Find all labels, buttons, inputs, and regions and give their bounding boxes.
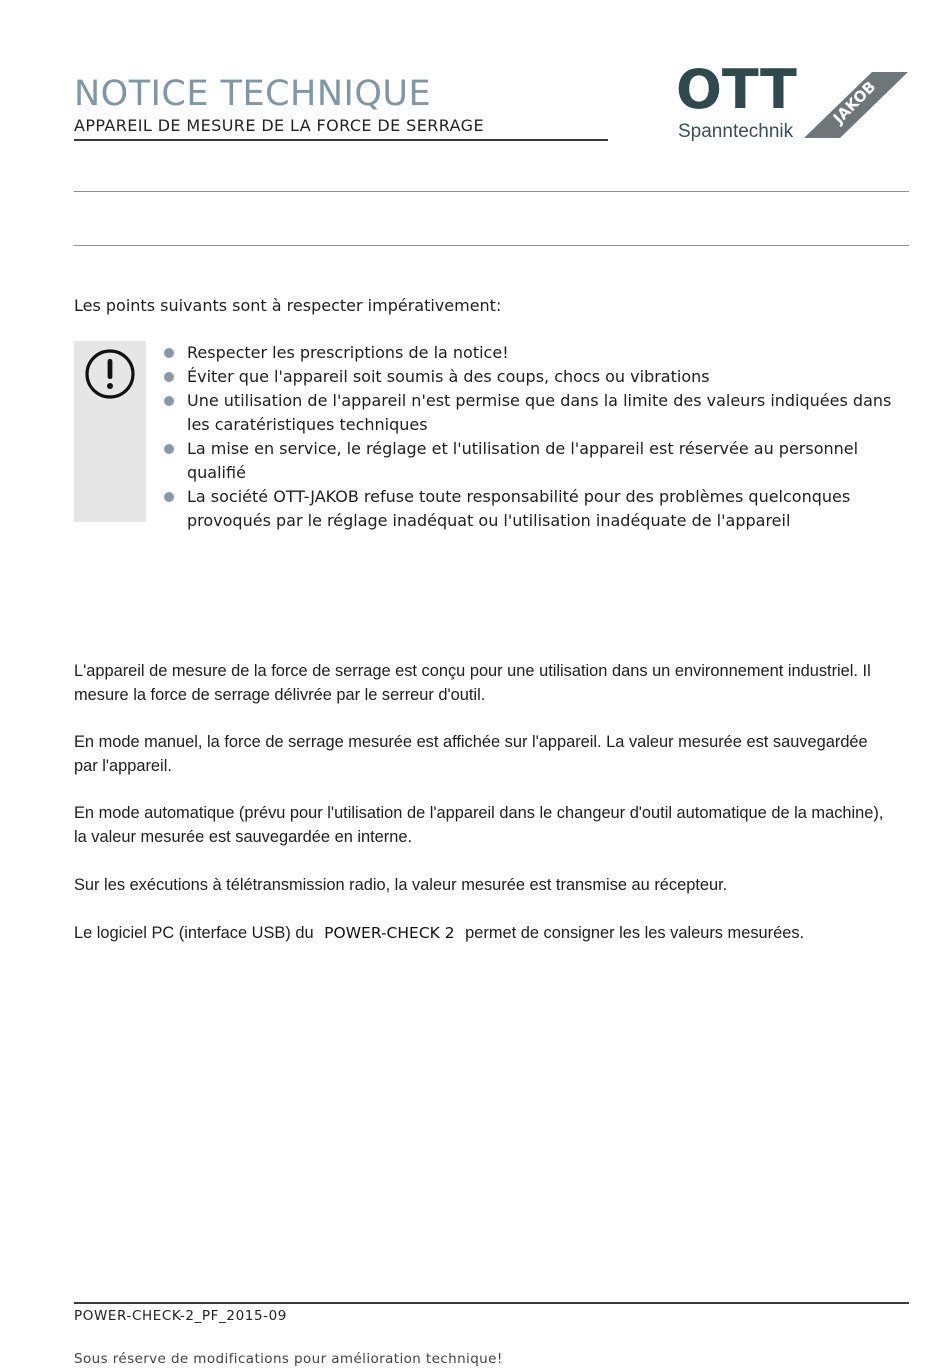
safety-list [160, 341, 900, 533]
page-subtitle: APPAREIL DE MESURE DE LA FORCE DE SERRAGE [74, 116, 484, 135]
description-paragraph: En mode manuel, la force de serrage mesurée est affichée sur l'appareil. La valeur mesurée est sauvegardée par l'appareil. [74, 733, 868, 775]
page-title: NOTICE TECHNIQUE [74, 74, 432, 114]
bullet-icon [164, 372, 174, 382]
safety-intro: Les points suivants sont à respecter impérativement: [74, 296, 502, 315]
list-item: La mise en service, le réglage et l'utilisation de l'appareil est réservée au personnel qualifié [160, 437, 900, 485]
product-name: POWER-CHECK 2 [324, 924, 455, 942]
company-logo [676, 58, 912, 148]
logo-band-text: JAKOB [829, 77, 880, 128]
footer-divider [74, 1302, 909, 1304]
bullet-icon [164, 444, 174, 454]
description-paragraph: Sur les exécutions à télétransmission radio, la valeur mesurée est transmise au récepteur. [74, 876, 728, 894]
header-divider [74, 139, 608, 141]
exclamation-circle-icon [83, 347, 137, 401]
bullet-icon [164, 492, 174, 502]
description-paragraph: Le logiciel PC (interface USB) du POWER-CHECK 2 permet de consigner les les valeurs mesurées. [74, 924, 805, 942]
footer-disclaimer: Sous réserve de modifications pour amélioration technique! [74, 1351, 503, 1367]
list-item: Respecter les prescriptions de la notice! [160, 341, 900, 365]
list-item: La société OTT-JAKOB refuse toute responsabilité pour des problèmes quelconques provoqués par le réglage inadéquat ou l'utilisation inadéquate de l'appareil [160, 485, 900, 533]
list-item: Éviter que l'appareil soit soumis à des coups, chocs ou vibrations [160, 365, 900, 389]
document-code: POWER-CHECK-2_PF_2015-09 [74, 1308, 287, 1324]
section-divider [74, 245, 909, 246]
logo-wordmark: OTT [676, 58, 797, 121]
description-paragraph: L'appareil de mesure de la force de serrage est conçu pour une utilisation dans un environnement industriel. Il mesure la force de serrage délivrée par le serreur d'outil. [74, 662, 871, 704]
section-divider [74, 191, 909, 192]
warning-panel [74, 341, 146, 522]
bullet-icon [164, 348, 174, 358]
description-paragraph: En mode automatique (prévu pour l'utilisation de l'appareil dans le changeur d'outil automatique de la machine), la valeur mesurée est sauvegardée en interne. [74, 804, 884, 846]
logo-tagline: Spanntechnik [678, 121, 794, 142]
list-item: Une utilisation de l'appareil n'est permise que dans la limite des valeurs indiquées dans les caratéristiques techniques [160, 389, 900, 437]
bullet-icon [164, 396, 174, 406]
